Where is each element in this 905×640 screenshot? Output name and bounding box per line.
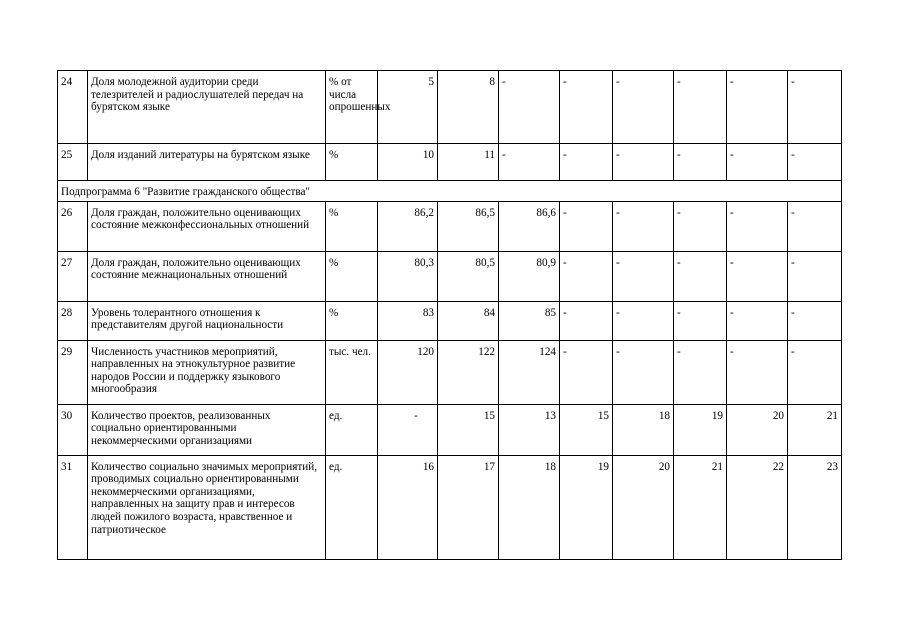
value-cell: -: [560, 340, 613, 404]
value-cell: -: [727, 201, 788, 251]
value-cell: 86,2: [378, 201, 438, 251]
value-cell: -: [560, 201, 613, 251]
value-cell: 86,6: [499, 201, 560, 251]
value-cell: 15: [560, 404, 613, 455]
value-cell: 18: [499, 455, 560, 559]
row-number: 31: [58, 455, 88, 559]
value-cell: 23: [788, 455, 842, 559]
table-row: [58, 340, 842, 404]
value-cell: 18: [613, 404, 674, 455]
value-cell: -: [560, 301, 613, 340]
value-cell: 19: [560, 455, 613, 559]
value-cell: 84: [438, 301, 499, 340]
table-row: [58, 251, 842, 301]
value-cell: -: [613, 340, 674, 404]
unit-cell: тыс. чел.: [326, 340, 378, 404]
unit-cell: %: [326, 201, 378, 251]
value-cell: -: [674, 144, 727, 181]
value-cell: 122: [438, 340, 499, 404]
value-cell: -: [727, 144, 788, 181]
value-cell: 17: [438, 455, 499, 559]
value-cell: 120: [378, 340, 438, 404]
value-cell: 11: [438, 144, 499, 181]
value-cell: -: [613, 201, 674, 251]
value-cell: 22: [727, 455, 788, 559]
indicator-name: Количество социально значимых мероприятий, проводимых социально ориентированными некоммерческими организациями, направленных на защиту прав и интересов людей пожилого возраста, нравственное и патриотическое: [88, 455, 326, 559]
value-cell: -: [560, 144, 613, 181]
value-cell: -: [674, 71, 727, 144]
row-number: 24: [58, 71, 88, 144]
unit-cell: % от числа опрошенных: [326, 71, 378, 144]
value-cell: 83: [378, 301, 438, 340]
indicator-name: Уровень толерантного отношения к представителям другой национальности: [88, 301, 326, 340]
row-number: 30: [58, 404, 88, 455]
row-number: 28: [58, 301, 88, 340]
row-number: 29: [58, 340, 88, 404]
value-cell: -: [788, 201, 842, 251]
indicator-name: Доля молодежной аудитории среди телезрителей и радиослушателей передач на бурятском языке: [88, 71, 326, 144]
value-cell: -: [674, 201, 727, 251]
value-cell: 80,3: [378, 251, 438, 301]
unit-cell: ед.: [326, 404, 378, 455]
table-body-lower: [58, 201, 842, 559]
value-cell: 80,9: [499, 251, 560, 301]
value-cell: -: [378, 404, 438, 455]
indicator-name: Численность участников мероприятий, направленных на этнокультурное развитие народов России и поддержку языкового многообразия: [88, 340, 326, 404]
unit-cell: %: [326, 301, 378, 340]
row-number: 27: [58, 251, 88, 301]
table-row: [58, 144, 842, 181]
table-section: [58, 181, 842, 202]
value-cell: -: [788, 301, 842, 340]
value-cell: 16: [378, 455, 438, 559]
value-cell: 15: [438, 404, 499, 455]
value-cell: -: [613, 71, 674, 144]
value-cell: 21: [788, 404, 842, 455]
value-cell: -: [499, 71, 560, 144]
value-cell: 80,5: [438, 251, 499, 301]
value-cell: 124: [499, 340, 560, 404]
value-cell: 8: [438, 71, 499, 144]
section-header-row: [58, 181, 842, 202]
table-body-upper: [58, 71, 842, 181]
value-cell: 85: [499, 301, 560, 340]
table-row: [58, 201, 842, 251]
value-cell: -: [788, 144, 842, 181]
value-cell: -: [613, 251, 674, 301]
indicator-name: Доля граждан, положительно оценивающих состояние межконфессиональных отношений: [88, 201, 326, 251]
value-cell: -: [727, 301, 788, 340]
value-cell: -: [674, 251, 727, 301]
section-title: Подпрограмма 6 "Развитие гражданского общества": [58, 181, 842, 202]
value-cell: 13: [499, 404, 560, 455]
value-cell: -: [613, 301, 674, 340]
value-cell: 21: [674, 455, 727, 559]
table-row: [58, 71, 842, 144]
value-cell: 20: [613, 455, 674, 559]
value-cell: 86,5: [438, 201, 499, 251]
value-cell: 19: [674, 404, 727, 455]
value-cell: 10: [378, 144, 438, 181]
unit-cell: %: [326, 251, 378, 301]
value-cell: -: [674, 301, 727, 340]
value-cell: 20: [727, 404, 788, 455]
value-cell: 5: [378, 71, 438, 144]
value-cell: -: [499, 144, 560, 181]
value-cell: -: [788, 71, 842, 144]
table-row: [58, 404, 842, 455]
unit-cell: %: [326, 144, 378, 181]
indicator-name: Количество проектов, реализованных социально ориентированными некоммерческими организациями: [88, 404, 326, 455]
value-cell: -: [560, 71, 613, 144]
value-cell: -: [727, 340, 788, 404]
table-row: [58, 301, 842, 340]
indicator-name: Доля граждан, положительно оценивающих состояние межнациональных отношений: [88, 251, 326, 301]
value-cell: -: [727, 71, 788, 144]
value-cell: -: [788, 251, 842, 301]
indicators-table: [57, 70, 842, 560]
value-cell: -: [613, 144, 674, 181]
table-row: [58, 455, 842, 559]
indicator-name: Доля изданий литературы на бурятском языке: [88, 144, 326, 181]
value-cell: -: [560, 251, 613, 301]
value-cell: -: [727, 251, 788, 301]
value-cell: -: [674, 340, 727, 404]
row-number: 25: [58, 144, 88, 181]
row-number: 26: [58, 201, 88, 251]
value-cell: -: [788, 340, 842, 404]
unit-cell: ед.: [326, 455, 378, 559]
